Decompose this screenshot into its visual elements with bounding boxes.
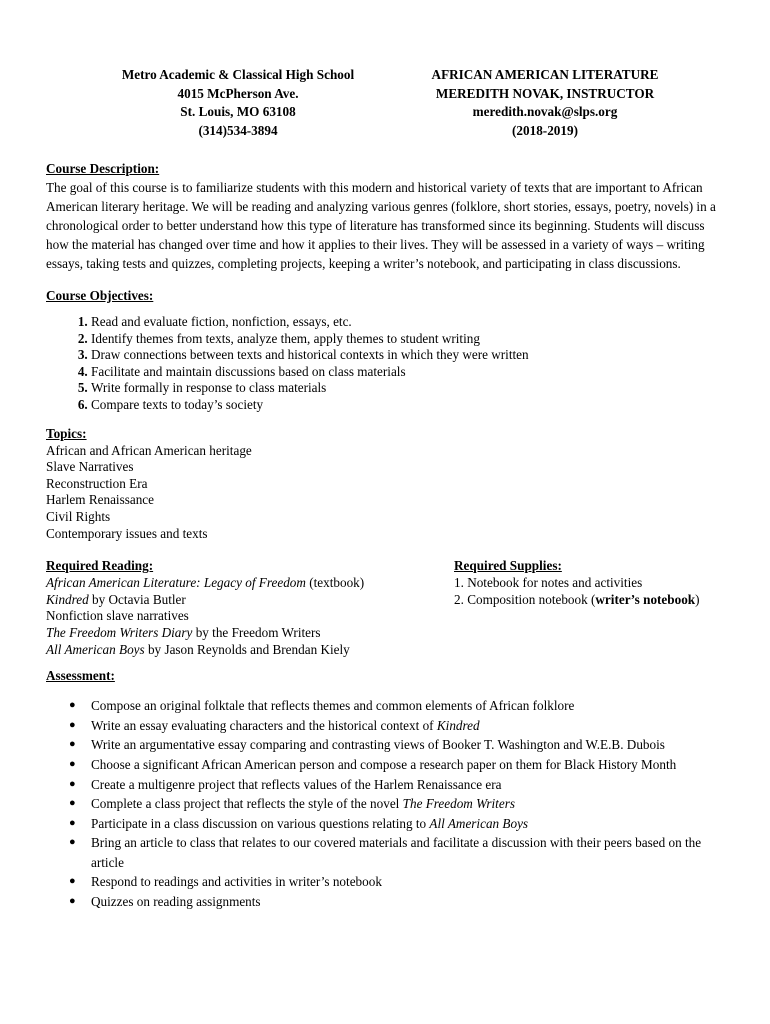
bullet-icon: ● <box>69 895 76 908</box>
book-title: The Freedom Writers Diary <box>46 624 193 640</box>
required-reading-section <box>46 557 446 658</box>
assessment-list <box>46 696 726 912</box>
instructor-name: MEREDITH NOVAK, INSTRUCTOR <box>435 85 655 101</box>
list-item: 4. Facilitate and maintain discussions based on class materials <box>91 364 726 381</box>
list-item: 3. Draw connections between texts and historical contexts in which they were written <box>91 347 726 364</box>
list-item <box>69 716 726 736</box>
reading-item <box>46 608 446 625</box>
school-street: 4015 McPherson Ave. <box>177 85 299 101</box>
school-year: (2018-2019) <box>512 122 578 138</box>
section-title: Course Description: <box>46 161 160 176</box>
book-title: Kindred <box>46 591 89 607</box>
list-item <box>69 794 726 814</box>
list-item: 6. Compare texts to today’s society <box>91 397 726 414</box>
reading-item <box>46 625 446 642</box>
list-item: Slave Narratives <box>46 459 134 475</box>
bullet-icon: ● <box>69 797 76 810</box>
book-note: Nonfiction slave narratives <box>46 608 189 624</box>
item-title: The Freedom Writers <box>402 796 515 812</box>
item-text: Create a multigenre project that reflects values of the Harlem Renaissance era <box>91 776 502 792</box>
item-title: Kindred <box>436 717 480 733</box>
book-note: by the Freedom Writers <box>192 624 321 640</box>
reading-item <box>46 575 446 592</box>
list-item: 5. Write formally in response to class materials <box>91 380 726 397</box>
supply-emphasis: writer’s notebook <box>595 591 696 607</box>
topics-section <box>46 425 726 543</box>
list-item: Civil Rights <box>46 508 111 524</box>
supply-text-end: ) <box>695 591 700 607</box>
item-text: Write an essay evaluating characters and the historical context of <box>91 717 437 733</box>
item-text: Quizzes on reading assignments <box>91 894 261 910</box>
list-item: 1. Read and evaluate fiction, nonfiction, essays, etc. <box>91 314 726 331</box>
list-item <box>69 892 726 912</box>
course-info <box>406 66 684 140</box>
list-item: 2. Identify themes from texts, analyze them, apply themes to student writing <box>91 331 726 348</box>
objectives-list <box>46 314 726 414</box>
bullet-icon: ● <box>69 816 76 829</box>
reading-item <box>46 642 446 659</box>
list-item: Reconstruction Era <box>46 475 148 491</box>
required-supplies-section <box>454 557 734 608</box>
assessment-section <box>46 667 726 912</box>
course-objectives-section <box>46 287 726 414</box>
course-name: AFRICAN AMERICAN LITERATURE <box>431 67 659 82</box>
list-item <box>69 814 726 834</box>
school-info <box>70 66 406 140</box>
reading-item <box>46 592 446 609</box>
instructor-email: meredith.novak@slps.org <box>472 104 618 120</box>
section-title: Assessment: <box>46 668 115 684</box>
book-note: by Jason Reynolds and Brendan Kiely <box>144 641 350 657</box>
description-text: The goal of this course is to familiarize students with this modern and historical variety of texts that are important to African American literary heritage. We will be reading and analyzing various genres (folklore, short stories, essays, poetry, novels) in a chronological order to better understand how this type of literature has transformed since its beginning. Students will discuss how the material has changed over time and how it applies to their lives. They will be assessed in a variety of ways – writing essays, taking tests and quizzes, completing projects, keeping a writer’s notebook, and participating in class discussions. <box>46 180 716 271</box>
item-text: Choose a significant African American person and compose a research paper on them for Black History Month <box>91 756 677 772</box>
list-item <box>69 872 726 892</box>
book-title: All American Boys <box>46 641 145 657</box>
supply-item <box>454 592 734 609</box>
list-item <box>69 775 726 795</box>
item-text: Participate in a class discussion on various questions relating to <box>91 815 430 831</box>
school-city: St. Louis, MO 63108 <box>180 104 296 120</box>
bullet-icon: ● <box>69 699 76 712</box>
supply-item: 1. Notebook for notes and activities <box>454 575 643 591</box>
book-note: by Octavia Butler <box>88 591 186 607</box>
list-item: African and African American heritage <box>46 442 252 458</box>
bullet-icon: ● <box>69 757 76 770</box>
document-page <box>46 66 726 912</box>
bullet-icon: ● <box>69 875 76 888</box>
bullet-icon: ● <box>69 836 76 849</box>
item-text: Respond to readings and activities in writer’s notebook <box>91 874 382 890</box>
item-text: Compose an original folktale that reflects themes and common elements of African folklore <box>91 698 575 714</box>
bullet-icon: ● <box>69 718 76 731</box>
supply-text: 2. Composition notebook ( <box>454 591 596 607</box>
school-name: Metro Academic & Classical High School <box>121 67 355 82</box>
reading-supplies-row <box>46 557 726 657</box>
list-item <box>69 696 726 716</box>
section-title: Course Objectives: <box>46 288 154 303</box>
list-item <box>69 833 726 872</box>
item-text: Complete a class project that reflects the style of the novel <box>91 796 403 812</box>
item-text: Bring an article to class that relates to our covered materials and facilitate a discussion with their peers based on the article <box>91 835 702 870</box>
list-item <box>69 755 726 775</box>
course-description-section <box>46 160 726 273</box>
document-header <box>46 66 726 142</box>
bullet-icon: ● <box>69 777 76 790</box>
section-title: Topics: <box>46 425 87 441</box>
section-title: Required Supplies: <box>454 558 562 574</box>
section-title: Required Reading: <box>46 558 154 574</box>
bullet-icon: ● <box>69 738 76 751</box>
list-item: Harlem Renaissance <box>46 492 155 508</box>
list-item <box>69 735 726 755</box>
item-title: All American Boys <box>429 815 529 831</box>
item-text: Write an argumentative essay comparing and contrasting views of Booker T. Washington and W.E.B. Dubois <box>91 737 665 753</box>
list-item: Contemporary issues and texts <box>46 525 208 541</box>
book-note: (textbook) <box>305 575 365 591</box>
school-phone: (314)534-3894 <box>198 122 278 138</box>
book-title: African American Literature: Legacy of Freedom <box>46 575 306 591</box>
